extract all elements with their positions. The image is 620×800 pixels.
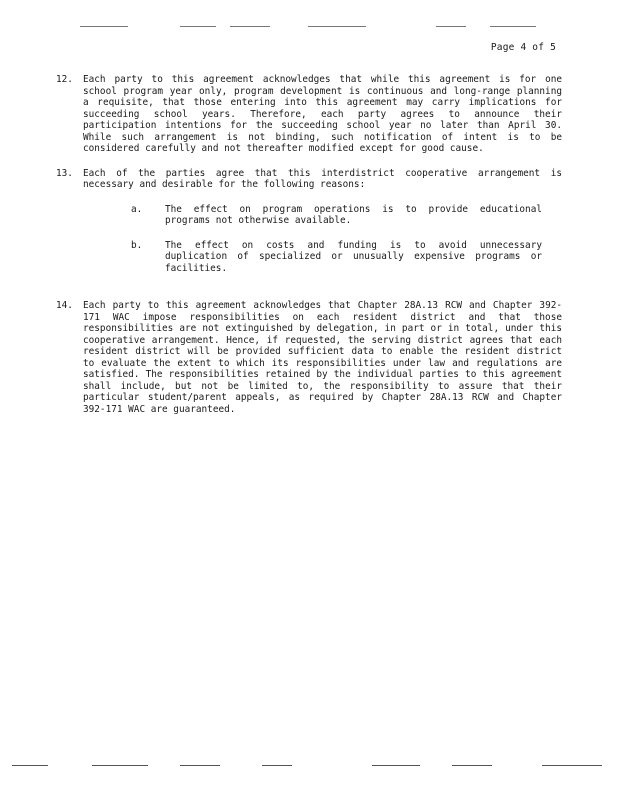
clause-text: Each party to this agreement acknowledges that Chapter 28A.13 RCW and Chapter 392-171 WAC impose responsibilities on each resident district and that those responsibilities are not extinguished by delegation, in part or in total, under this cooperative arrangement. Hence, if requested, the serving district agrees that each resident district will be provided sufficient data to enable the resident district to evaluate the extent to which its responsibilities under law and regulations are satisfied. The responsibilities retained by the individual parties to this agreement shall include, but not be limited to, the responsibility to assure that their particular student/parent appeals, as required by Chapter 28A.13 RCW and Chapter 392-171 WAC are guaranteed. <box>83 300 562 415</box>
agreement-clauses <box>56 74 562 428</box>
footer-scan-marks <box>12 765 608 771</box>
clause-text: Each party to this agreement acknowledges that while this agreement is for one school program year only, program development is continuous and long-range planning a requisite, that those entering into this agreement may carry implications for succeeding school years. Therefore, each party agrees to announce their participation intentions for the succeeding school year no later than April 30. While such arrangement is not binding, such notification of intent is to be considered carefully and not thereafter modified except for good cause. <box>83 74 562 154</box>
page-number: Page 4 of 5 <box>490 42 556 53</box>
clause-body <box>83 168 562 288</box>
reason-b <box>131 240 562 275</box>
clause-body <box>83 300 562 415</box>
clause-number: 13. <box>56 167 73 179</box>
reason-letter: a. <box>131 203 143 215</box>
header-scan-marks <box>80 26 540 36</box>
clause-12 <box>56 74 562 155</box>
reason-a <box>131 204 562 227</box>
clause-14 <box>56 300 562 415</box>
clause-number: 14. <box>56 300 73 311</box>
reason-text: The effect on costs and funding is to avoid unnecessary duplication of specialized or unusually expensive programs or facilities. <box>165 239 542 274</box>
reason-letter: b. <box>131 239 143 251</box>
clause-13-reasons <box>131 204 562 275</box>
clause-body <box>83 74 562 155</box>
reason-text: The effect on program operations is to provide educational programs not otherwise available. <box>165 203 542 226</box>
clause-13 <box>56 168 562 288</box>
clause-text: Each of the parties agree that this interdistrict cooperative arrangement is necessary and desirable for the following reasons: <box>83 167 562 190</box>
clause-number: 12. <box>56 74 73 85</box>
